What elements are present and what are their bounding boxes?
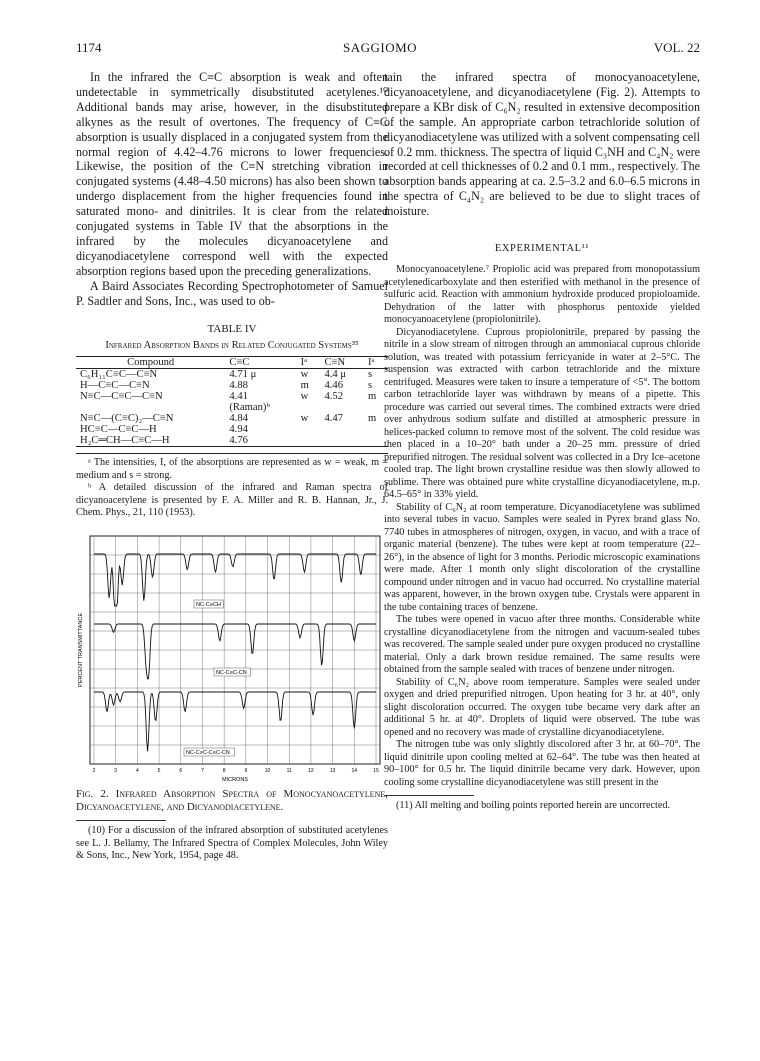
plot-grid bbox=[90, 536, 380, 764]
table-row bbox=[76, 369, 388, 381]
spectrum-curves bbox=[94, 554, 376, 751]
x-tick-label: 9 bbox=[244, 767, 248, 774]
left-column bbox=[76, 70, 388, 863]
table-cell: 4.52 bbox=[324, 391, 344, 402]
x-tick-label: 10 bbox=[264, 767, 271, 774]
volume-label: VOL. 22 bbox=[653, 40, 700, 55]
exp-stability-above: Stability of C₆N₂ above room temperature. Samples were sealed under oxygen and dried prepurified nitrogen. Upon heating for 3 hr. at 40°, only slight discoloration occurred. The oxygen tube became very dark after an additional 5 hr. at 40°. Droplets of liquid were observed. The tube was opened and no recovery was made of crystalline dicyanodiacetylene. bbox=[384, 676, 700, 738]
table-cell: 4.71 μ bbox=[229, 369, 257, 380]
table-row bbox=[76, 435, 388, 447]
table-cell bbox=[297, 435, 321, 447]
table-cell: s bbox=[368, 369, 373, 380]
table-cell: w bbox=[300, 369, 309, 380]
x-axis-label: MICRONS bbox=[222, 776, 248, 783]
table-header-intensity-2: Iᵃ bbox=[368, 357, 375, 368]
spectrum-label: NC-C≡CH bbox=[196, 601, 221, 608]
exp-stability-room: Stability of C₆N₂ at room temperature. Dicyanodiacetylene was sublimed into several tubes in vacuo. Samples were sealed in Pyrex brand glass No. 7740 tubes in atmospheres of nitrogen, oxygen, in vacuo, and with a trace of organic material (benzene). The tubes were kept at room temperature (22–26°), in the absence of light for 3 months. Periodic microscopic examinations were made. After 1 month only slight discoloration of the crystalline compound under nitrogen and in vacuo had occurred. No crystalline material was apparent, however, in the brown oxygen tube. Crystals were apparent in the tube containing traces of benzene. bbox=[384, 501, 700, 613]
footnote-b: ᵇ A detailed discussion of the infrared and Raman spectra of dicyanoacetylene is presented by F. A. Miller and R. B. Hannan, Jr., J. Chem. Phys., 21, 110 (1953). bbox=[76, 482, 388, 518]
x-tick-label: 6 bbox=[179, 767, 183, 774]
table-header-cn: C≡N bbox=[324, 357, 346, 368]
table-row bbox=[76, 391, 388, 402]
running-title: SAGGIOMO bbox=[342, 40, 418, 55]
table-cell: 4.47 bbox=[324, 413, 344, 424]
table-row bbox=[76, 413, 388, 424]
footnote-rule-right bbox=[384, 795, 474, 796]
table-cell bbox=[320, 402, 364, 413]
x-tick-label: 3 bbox=[114, 767, 118, 774]
x-tick-label: 7 bbox=[201, 767, 204, 774]
exp-monocyanoacetylene: Monocyanoacetylene.⁷ Propiolic acid was prepared from monopotassium acetylenedicarboxylate and then esterified with methanol in the presence of sulfuric acid. Reaction with ammonium hydroxide produced propioloamide. Dehydration of the latter with phosphorus pentoxide yielded monocyanoacetylene (propiolonitrile). bbox=[384, 264, 700, 326]
table-cell: H—C≡C—C≡N bbox=[80, 380, 150, 391]
exp-tubes-opened: The tubes were opened in vacuo after three months. Considerable white crystalline dicyanodiacetylene from the nitrogen and vacuum-sealed tubes was recovered. The sample sealed under pure oxygen produced no crystalline material. Only a dark brown residue remained. The same results were obtained from the sample sealed with traces of benzene under nitrogen. bbox=[384, 614, 700, 676]
table-cell: 4.46 bbox=[324, 380, 344, 391]
table-cell: m bbox=[300, 380, 309, 391]
x-tick-label: 2 bbox=[92, 767, 96, 774]
intro-paragraph: In the infrared the C≡C absorption is weak and often undetectable in symmetrically disubstituted acetylenes.¹⁰ Additional bands may arise, however, in the disubstituted alkynes as the result of overtones. The frequency of C≡C absorption is usually displaced in a conjugated system from the normal region of 4.42–4.76 microns to lower frequencies. Likewise, the position of the C≡N stretching vibration in conjugated systems (4.48–4.50 microns) has also been shown to undergo displacement from the higher frequencies found in saturated mono- and dinitriles. It is clear from the related conjugated systems in Table IV that the absorptions in the infrared by the molecules dicyanoacetylene and dicyanodiacetylene correspond well with the expected absorption regions based upon the preceding generalizations. bbox=[76, 70, 388, 278]
table-cell bbox=[297, 402, 321, 413]
table-cell: w bbox=[300, 413, 309, 424]
x-tick-label: 5 bbox=[157, 767, 161, 774]
table-row bbox=[76, 380, 388, 391]
x-tick-label: 11 bbox=[286, 767, 292, 774]
footnote-10: (10) For a discussion of the infrared absorption of substituted acetylenes see L. J. Bellamy, The Infrared Spectra of Complex Molecules, John Wiley & Sons, Inc., New York, 1954, page 48. bbox=[76, 825, 388, 862]
x-tick-labels bbox=[93, 768, 379, 774]
exp-nitrogen-tube: The nitrogen tube was only slightly discolored after 3 hr. at 60–70°. The liquid dinitrile upon cooling melted at 62–64°. The tube was then heated at 90–100° for 0.5 hr. The liquid dinitrile became very dark. However, upon cooling some crystalline dicyanodiacetylene was still present in the bbox=[384, 739, 700, 788]
table-cell: H₂C═CH—C≡C—H bbox=[80, 435, 170, 446]
table-cell: m bbox=[368, 391, 377, 402]
table-cell: C₆H₁₁C≡C—C≡N bbox=[80, 369, 158, 380]
footnote-11: (11) All melting and boiling points reported herein are uncorrected. bbox=[396, 800, 671, 812]
continuation-paragraph: tain the infrared spectra of monocyanoacetylene, dicyanoacetylene, and dicyanodiacetylene (Fig. 2). Attempts to prepare a KBr disk of C₆N₂ resulted in extensive decomposition of the sample. An appropriate carbon tetrachloride solution of dicyanodiacetylene was utilized with a solvent compensating cell of 0.2 mm. thickness. The spectra of liquid C₃NH and C₄N₂ were recorded at cell thicknesses of 0.2 and 0.1 mm., respectively. The absorption bands appearing at ca. 2.5–3.2 and 6.0–6.5 microns in the spectra of C₄N₂ are believed to be due to slight traces of moisture. bbox=[384, 70, 701, 219]
right-column bbox=[384, 70, 700, 813]
x-tick-label: 13 bbox=[329, 767, 336, 774]
table-cell: (Raman)ᵇ bbox=[229, 402, 270, 413]
table-cell: N≡C—C≡C—C≡N bbox=[80, 391, 163, 402]
table-row bbox=[76, 424, 388, 435]
table-cell: w bbox=[300, 391, 309, 402]
table-title: TABLE IV bbox=[207, 322, 257, 335]
footnote-a: ᵃ The intensities, I, of the absorptions are represented as w = weak, m = medium and s = strong. bbox=[76, 457, 388, 481]
spectrum-line bbox=[94, 692, 376, 751]
method-paragraph: A Baird Associates Recording Spectrophotometer of Samuel P. Sadtler and Sons, Inc., was used to ob- bbox=[76, 278, 388, 308]
table-caption: Infrared Absorption Bands in Related Conjugated Systems³⁵ bbox=[105, 339, 359, 351]
spectrum-label: NC-C≡C-C≡C-CN bbox=[186, 749, 230, 756]
ir-spectra-figure bbox=[76, 534, 388, 784]
y-axis-label: PERCENT TRANSMITTANCE bbox=[78, 612, 84, 687]
x-tick-label: 4 bbox=[135, 767, 139, 774]
table-cell: HC≡C—C≡C—H bbox=[80, 424, 157, 435]
table-header-cc: C≡C bbox=[229, 357, 250, 368]
table-header-intensity-1: Iᵃ bbox=[300, 357, 307, 368]
table-cell bbox=[76, 402, 225, 413]
exp-dicyanodiacetylene: Dicyanodiacetylene. Cuprous propiolonitrile, prepared by passing the nitrile in a slow stream of nitrogen through an ammoniacal cuprous chloride solution, was treated with potassium ferricyanide in water at 2–5°C. The suspension was extracted with carbon tetrachloride and the mixture centrifuged. Measures were taken to insure a temperature of <5°. The bottom carbon tetrachloride layer was withdrawn by means of a pipette. This procedure was carried out several times. The combined extracts were dried over anhydrous sodium sulfate and distilled at atmospheric pressure in helices-packed column to remove most of the solvent. The cold residue was then placed in a 10–20° bath under a 20–25 mm. pressure of dried prepurified nitrogen. The residual solvent was collected in a Dry Ice–acetone cooled trap. The light brown crystalline residue was then slowly allowed to sublime. There was obtained pure white crystalline dicyanodiacetylene, m.p. 64.5–65° in 33% yield. bbox=[384, 326, 700, 501]
table-cell bbox=[320, 424, 364, 435]
table-row bbox=[76, 402, 388, 413]
absorption-table bbox=[76, 356, 388, 447]
spectrum-label: NC-C≡C-CN bbox=[216, 669, 247, 676]
x-tick-label: 12 bbox=[308, 767, 314, 774]
spectrum-line bbox=[94, 554, 376, 606]
table-cell: 4.84 bbox=[229, 413, 248, 424]
table-cell: 4.94 bbox=[229, 424, 248, 435]
table-cell: 4.4 μ bbox=[324, 369, 347, 380]
table-cell: 4.88 bbox=[229, 380, 248, 391]
table-cell: 4.41 bbox=[229, 391, 248, 402]
table-cell: N≡C—(C≡C)₂—C≡N bbox=[80, 413, 174, 424]
table-cell: m bbox=[368, 413, 377, 424]
x-tick-label: 15 bbox=[373, 767, 379, 774]
table-cell bbox=[320, 435, 364, 447]
table-cell bbox=[297, 424, 321, 435]
table-cell: s bbox=[368, 380, 373, 391]
footnote-rule bbox=[76, 820, 166, 821]
page-number: 1174 bbox=[76, 40, 102, 55]
x-tick-label: 8 bbox=[222, 767, 226, 774]
figure-caption: Fig. 2. Infrared Absorption Spectra of Monocyanoacetylene, Dicyanoacetylene, and Dicyanodiacetylene. bbox=[76, 787, 388, 813]
x-tick-label: 14 bbox=[351, 767, 358, 774]
table-header-compound: Compound bbox=[127, 357, 175, 368]
table-cell: 4.76 bbox=[229, 435, 248, 446]
section-heading: EXPERIMENTAL¹¹ bbox=[494, 243, 590, 255]
spectrum-labels bbox=[184, 600, 250, 756]
